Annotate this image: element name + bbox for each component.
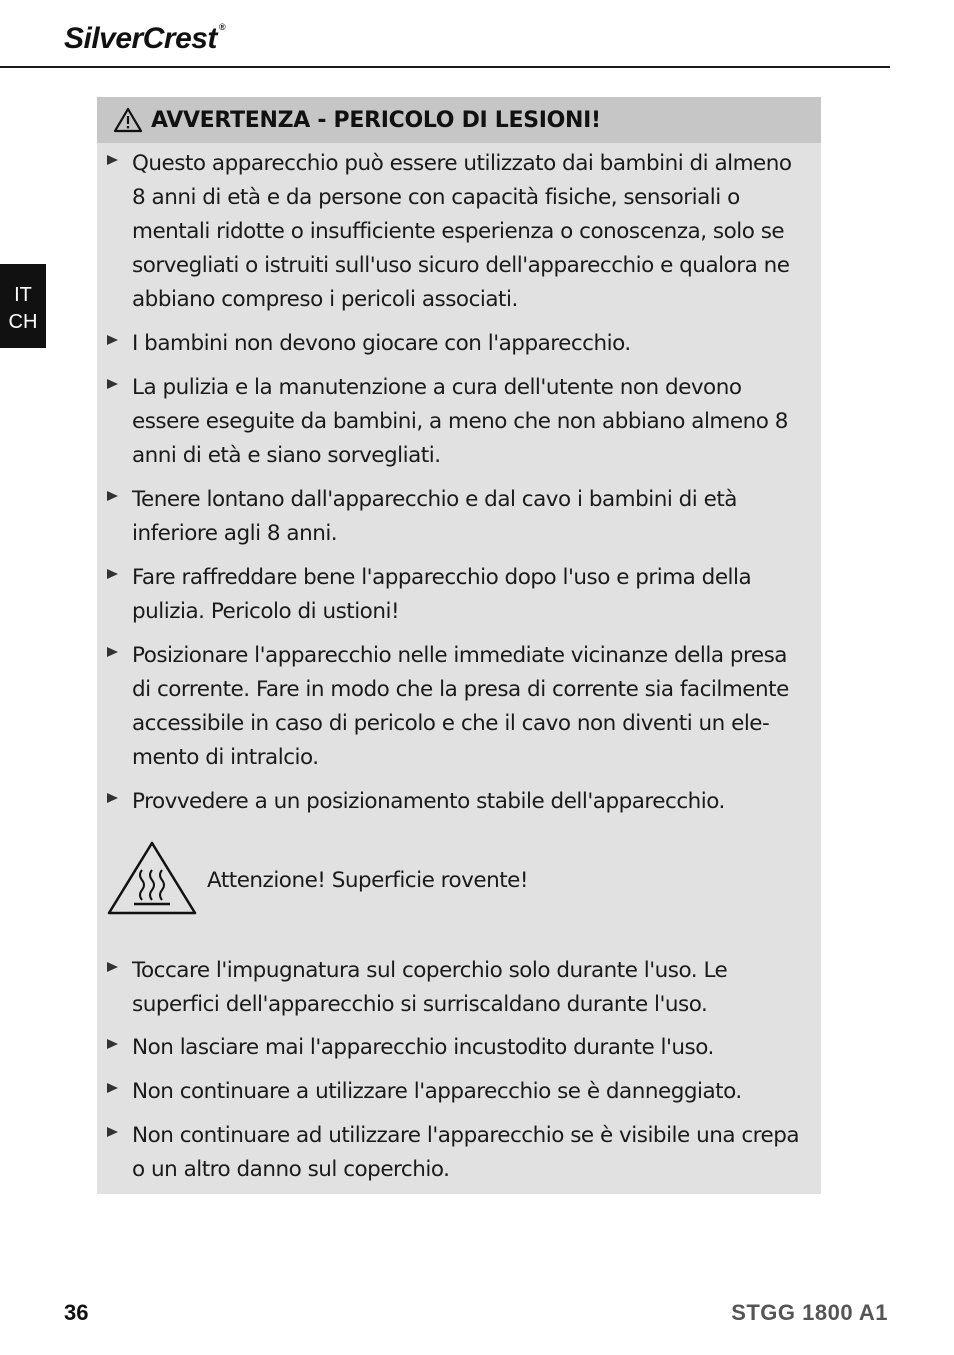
bullet-arrow-icon [107, 569, 118, 579]
list-item [97, 483, 821, 551]
hot-surface-notice [106, 840, 806, 918]
language-tab [0, 264, 46, 348]
list-item-text: Provvedere a un posizionamento stabile dell'apparecchio. [132, 789, 725, 814]
list-item [97, 785, 821, 819]
header-rule [0, 66, 890, 68]
list-item [97, 327, 821, 361]
bullet-arrow-icon [107, 335, 118, 345]
brand-logo [64, 22, 225, 56]
list-item-text: Posizionare l'apparecchio nelle immediate vicinanze della presa di corrente. Fare in modo che la presa di corrente sia facilmente accessibile in caso di pericolo e che il cavo non diventi un ele-mento di intralcio. [132, 643, 789, 770]
list-item-text: Toccare l'impugnatura sul coperchio solo durante l'uso. Le superfici dell'apparecchio si surriscaldano durante l'uso. [132, 958, 728, 1017]
bullet-arrow-icon [107, 155, 118, 165]
page-number: 36 [64, 1300, 89, 1325]
list-item [97, 147, 821, 317]
list-item [97, 1075, 821, 1109]
list-item-text: I bambini non devono giocare con l'apparecchio. [132, 331, 631, 356]
model-number: STGG 1800 A1 [731, 1300, 888, 1325]
bullet-arrow-icon [107, 962, 118, 972]
list-item [97, 954, 821, 1022]
bullet-arrow-icon [107, 647, 118, 657]
bullet-arrow-icon [107, 491, 118, 501]
warning-triangle-icon [113, 107, 143, 133]
warning-box [97, 97, 821, 1194]
language-code-ch: CH [8, 311, 38, 333]
warning-header [97, 97, 821, 143]
bullet-arrow-icon [107, 793, 118, 803]
list-item [97, 1031, 821, 1065]
language-code-it: IT [14, 284, 32, 306]
list-item-text: Non lasciare mai l'apparecchio incustodito durante l'uso. [132, 1035, 714, 1060]
hot-surface-icon [106, 840, 198, 916]
list-item-text: Tenere lontano dall'apparecchio e dal cavo i bambini di età inferiore agli 8 anni. [132, 487, 737, 546]
list-item-text: Non continuare a utilizzare l'apparecchio se è danneggiato. [132, 1079, 742, 1104]
list-item-text: Non continuare ad utilizzare l'apparecchio se è visibile una crepa o un altro danno sul coperchio. [132, 1123, 800, 1182]
brand-name: SilverCrest [64, 22, 217, 55]
list-item-text: La pulizia e la manutenzione a cura dell'utente non devono essere eseguite da bambini, a meno che non abbiano almeno 8 anni di età e siano sorvegliati. [132, 375, 788, 468]
warning-title: AVVERTENZA - PERICOLO DI LESIONI! [151, 107, 601, 133]
list-item [97, 639, 821, 775]
list-item [97, 371, 821, 473]
registered-mark: ® [218, 22, 226, 32]
bullet-arrow-icon [107, 1083, 118, 1093]
hot-surface-label: Attenzione! Superficie rovente! [207, 868, 529, 893]
list-item [97, 561, 821, 629]
list-item-text: Fare raffreddare bene l'apparecchio dopo l'uso e prima della pulizia. Pericolo di ustioni! [132, 565, 752, 624]
list-item [97, 1119, 821, 1187]
bullet-arrow-icon [107, 1039, 118, 1049]
list-item-text: Questo apparecchio può essere utilizzato dai bambini di almeno 8 anni di età e da persone con capacità fisiche, sensoriali o mentali ridotte o insufficiente esperienza o conoscenza, solo se sorvegliati o istruiti sull'uso sicuro dell'apparecchio e qualora ne abbiano compreso i pericoli associati. [132, 151, 792, 312]
bullet-arrow-icon [107, 379, 118, 389]
bullet-arrow-icon [107, 1127, 118, 1137]
